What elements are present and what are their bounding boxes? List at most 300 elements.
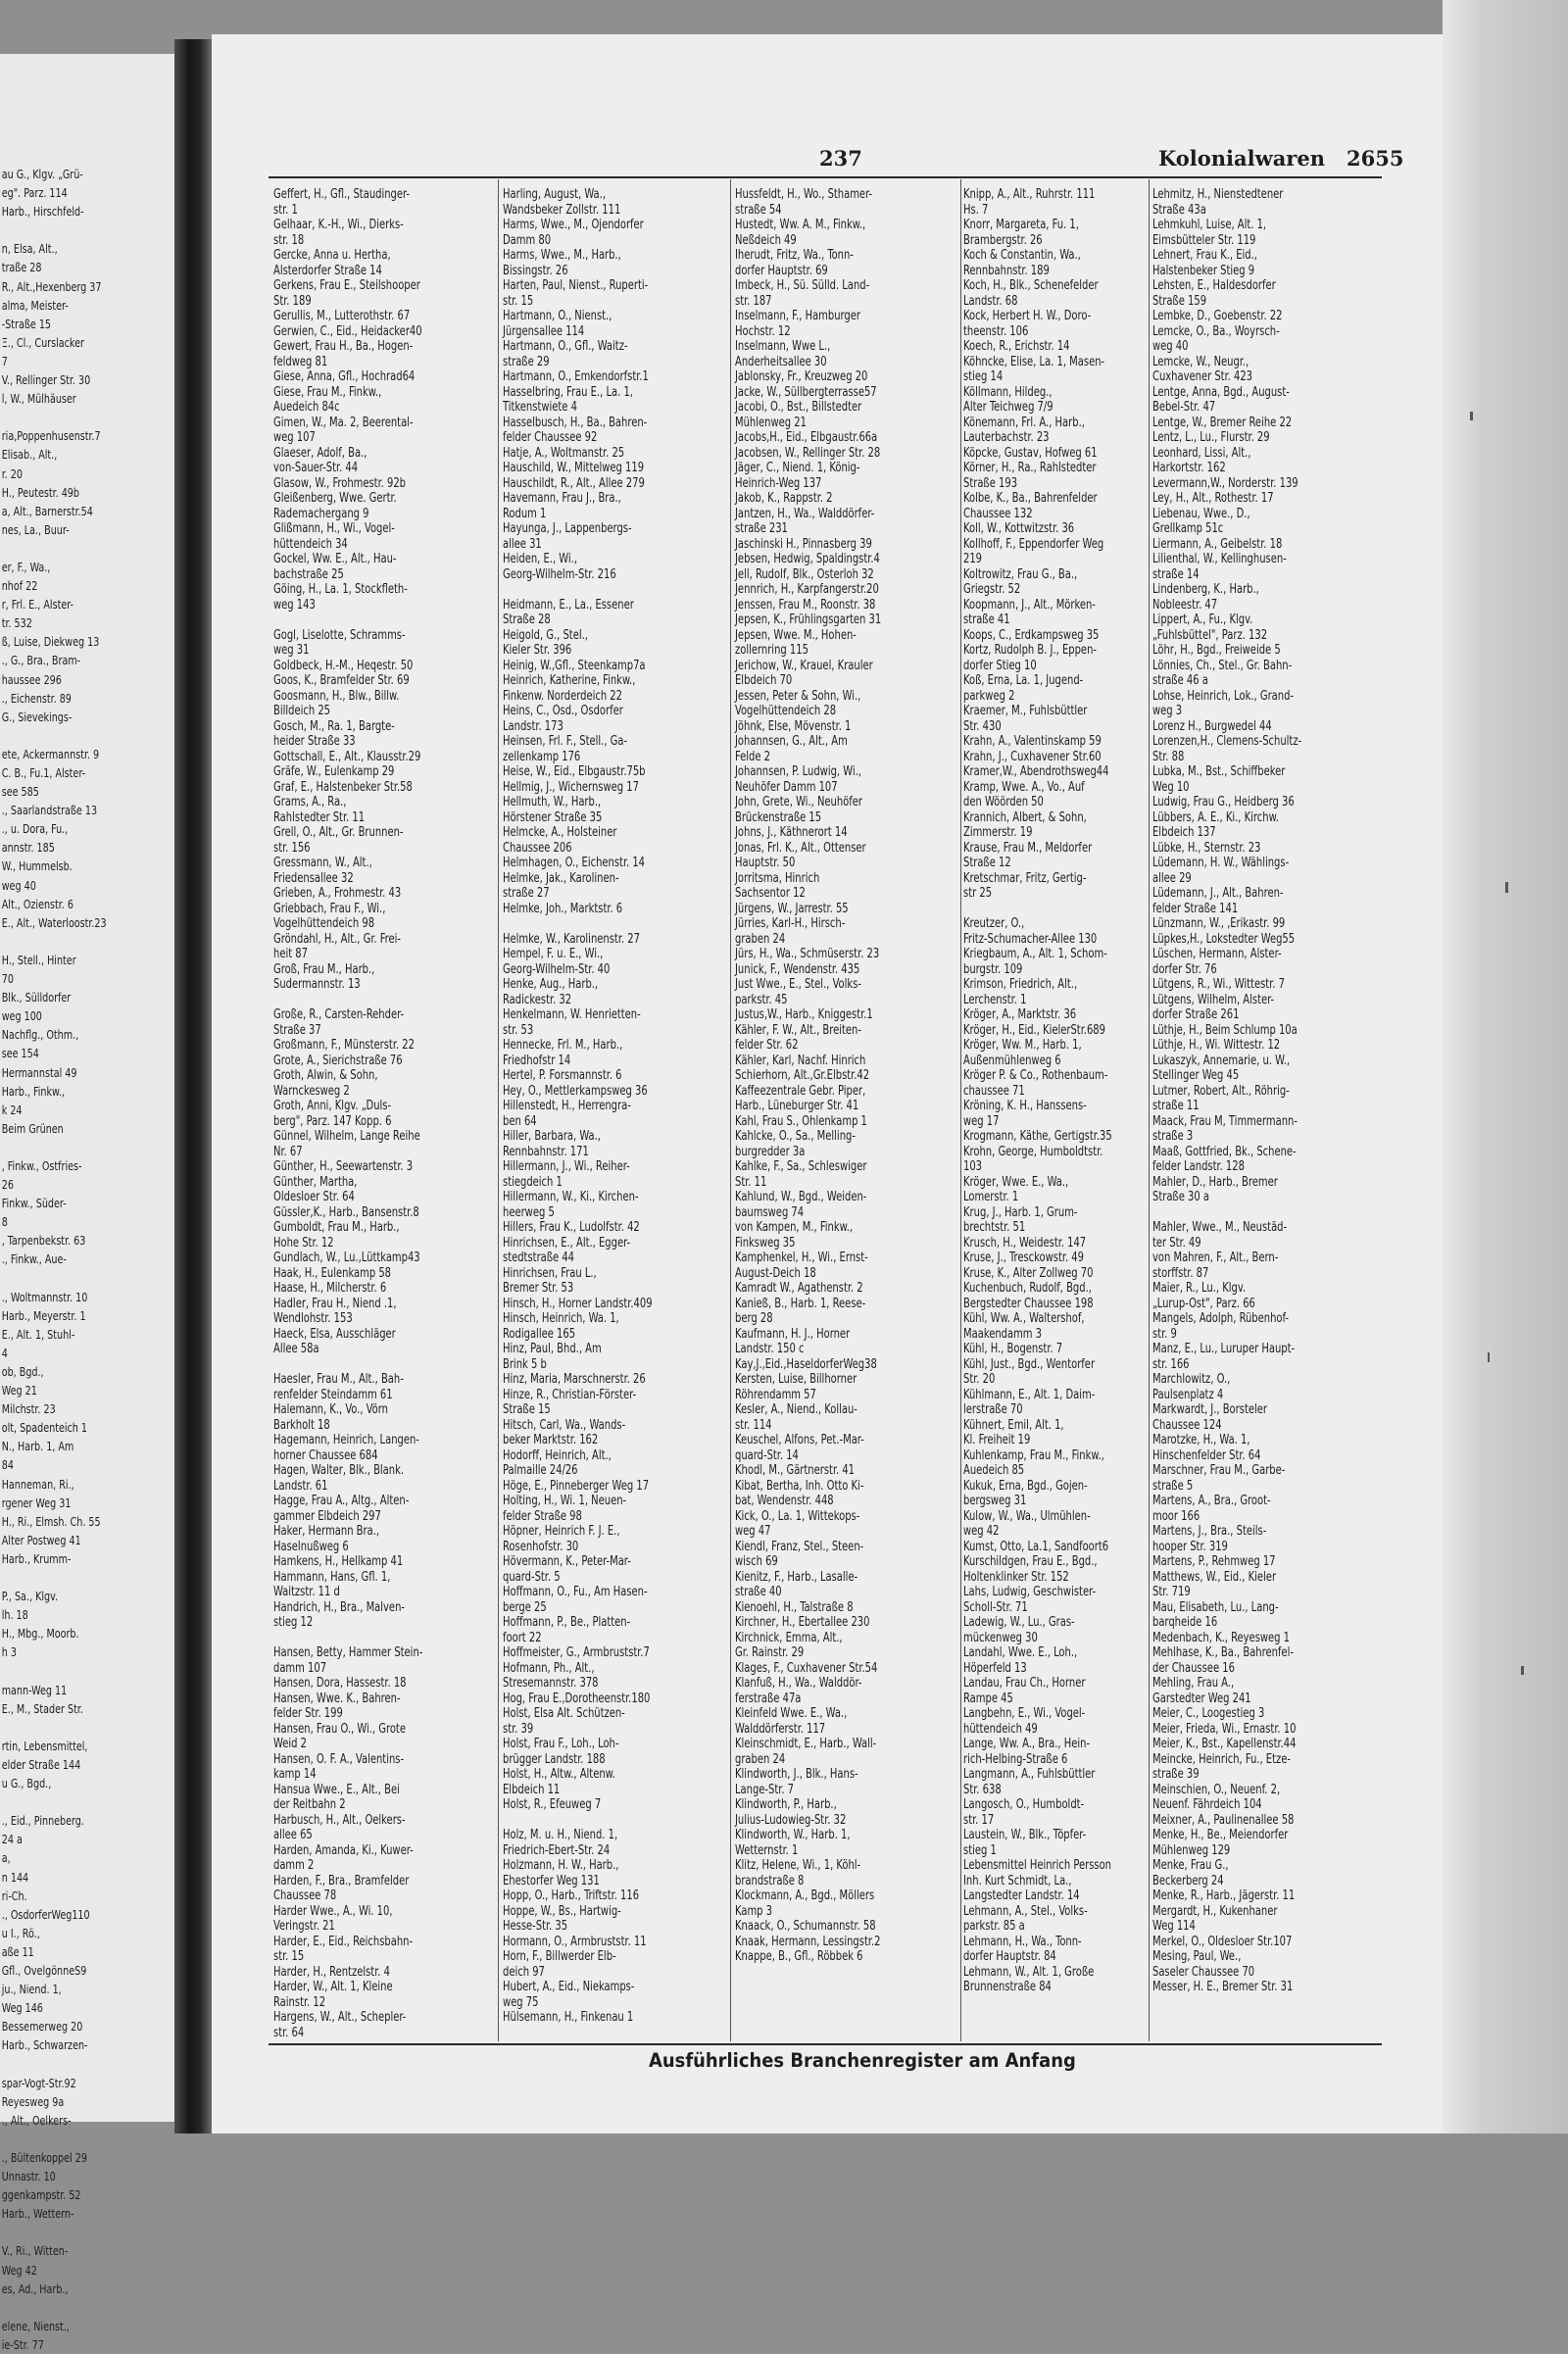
directory-entry-line: Chaussee 124 (1152, 1417, 1222, 1433)
directory-entry-line: Röhrendamm 57 (735, 1387, 816, 1402)
directory-entry-line: dorfer Stieg 10 (963, 658, 1037, 673)
left-page-line: nes, La., Buur- (1, 521, 70, 537)
directory-entry-line: Hinze, R., Christian-Förster- (503, 1387, 637, 1402)
directory-entry-line: heit 87 (273, 947, 308, 961)
directory-entry-line: Geffert, H., Gfl., Staudinger- (273, 187, 410, 202)
directory-entry-line: Liebenau, Wwe., D., (1152, 506, 1250, 521)
directory-entry-line: moor 166 (1152, 1508, 1200, 1524)
directory-entry-line: mückenweg 30 (963, 1630, 1038, 1645)
left-page-line: ri-Ch. (1, 1888, 27, 1903)
directory-entry-line: Groth, Anni, Klgv. „Duls- (273, 1099, 392, 1113)
directory-entry-line: Große, R., Carsten-Rehder- (273, 1007, 405, 1022)
left-page-line: Reyesweg 9a (1, 2093, 65, 2109)
directory-entry-line: Harb., Lüneburger Str. 41 (735, 1099, 859, 1113)
directory-entry-line: Lehmkuhl, Luise, Alt. 1, (1152, 218, 1267, 232)
directory-entry-line: Jacobi, O., Bst., Billstedter (735, 400, 862, 415)
directory-entry-line: Straße 15 (503, 1402, 551, 1417)
directory-entry-line: Vogelhüttendeich 98 (273, 916, 375, 931)
directory-entry-line: Oldesloer Str. 64 (273, 1190, 355, 1204)
directory-entry-line: Hasselbusch, H., Ba., Bahren- (503, 415, 648, 430)
directory-entry-line: Jürgensallee 114 (503, 323, 585, 339)
directory-entry-line: Klanfuß, H., Wa., Walddör- (735, 1676, 862, 1691)
directory-entry-line: Lütgens, R., Wi., Wittestr. 7 (1152, 977, 1285, 992)
directory-entry-line: Kukuk, Erna, Bgd., Gojen- (963, 1478, 1088, 1494)
directory-entry-line: Kahlund, W., Bgd., Weiden- (735, 1190, 867, 1204)
directory-entry-line: Harbusch, H., Alt., Oelkers- (273, 1812, 406, 1828)
directory-entry-line: graben 24 (735, 931, 786, 947)
directory-entry-line: Weg 114 (1152, 1919, 1196, 1934)
left-page-line: 24 a (1, 1832, 23, 1847)
directory-column-5 (1152, 187, 1378, 2044)
left-page-line: ß, Luise, Diekweg 13 (1, 634, 100, 650)
directory-entry-line: brechtstr. 51 (963, 1220, 1026, 1235)
scan-speck (1488, 1352, 1490, 1362)
directory-entry-line: weg 31 (273, 643, 310, 658)
directory-entry-line: Gundlach, W., Lu.,Lüttkamp43 (273, 1251, 420, 1265)
directory-entry-line: Landstr. 150 c (735, 1342, 805, 1356)
directory-entry-line: str. 15 (273, 1949, 305, 1964)
directory-entry-line: Straße 30 a (1152, 1190, 1209, 1204)
directory-entry-line: Hillenstedt, H., Herrengra- (503, 1099, 631, 1113)
directory-entry-line: Lembke, D., Goebenstr. 22 (1152, 309, 1283, 323)
directory-entry-line: Grote, A., Sierichstraße 76 (273, 1053, 403, 1068)
directory-entry-line: Titkenstwiete 4 (503, 400, 577, 415)
left-page-line: ., G., Bra., Bram- (1, 653, 81, 668)
directory-entry-line: str. 156 (273, 840, 311, 856)
directory-entry-line: der Reitbahn 2 (273, 1797, 346, 1812)
directory-entry-line: Gelhaar, K.-H., Wi., Dierks- (273, 218, 404, 232)
directory-entry-line: Langosch, O., Humboldt- (963, 1797, 1085, 1812)
directory-entry-line: Saseler Chaussee 70 (1152, 1964, 1255, 1980)
left-page-line: -Straße 15 (1, 316, 52, 331)
directory-entry-line: Neuhöfer Damm 107 (735, 779, 838, 795)
directory-entry-line: Sudermannstr. 13 (273, 977, 361, 992)
directory-entry-line: Lomerstr. 1 (963, 1190, 1019, 1204)
directory-entry-line: Hoffmann, P., Be., Platten- (503, 1615, 631, 1630)
directory-entry-line: weg 143 (273, 597, 316, 613)
directory-entry-line: Kesler, A., Niend., Kollau- (735, 1402, 858, 1417)
directory-entry-line: Köpcke, Gustav, Hofweg 61 (963, 445, 1098, 461)
page-edge-shadow (1443, 0, 1568, 2133)
directory-entry-line: Jebsen, Hedwig, Spaldingstr.4 (735, 552, 880, 566)
directory-entry-line: von Mahren, F., Alt., Bern- (1152, 1251, 1279, 1265)
left-page-line: 8 (1, 1214, 8, 1230)
left-page-line: weg 100 (1, 1008, 42, 1024)
directory-entry-line: weg 75 (503, 1994, 539, 2010)
left-page-line (0, 2223, 150, 2241)
directory-entry-line: Holst, Elsa Alt. Schützen- (503, 1706, 625, 1721)
directory-entry-line: weg 17 (963, 1113, 1000, 1129)
directory-entry-line: Krahn, A., Valentinskamp 59 (963, 734, 1102, 749)
directory-entry-line: Brückenstraße 15 (735, 809, 822, 825)
directory-entry-line: Neuenf. Fährdeich 104 (1152, 1797, 1262, 1812)
directory-entry-line: straße 40 (735, 1585, 782, 1599)
directory-entry-line: Straße 28 (503, 613, 551, 627)
directory-entry-line: hüttendeich 49 (963, 1721, 1038, 1737)
directory-entry-line (503, 916, 692, 932)
directory-entry-line: Lentz, L., Lu., Flurstr. 29 (1152, 430, 1270, 445)
left-page-line (0, 1792, 150, 1811)
left-page-line: ria,Poppenhusenstr.7 (1, 428, 101, 444)
left-page-line: Alter Postweg 41 (1, 1532, 81, 1547)
directory-entry-line: Krimson, Friedrich, Alt., (963, 977, 1078, 992)
directory-entry-line: Elbdeich 70 (735, 673, 793, 688)
directory-entry-line: Kröger, Wwe. E., Wa., (963, 1174, 1069, 1190)
directory-entry-line: brügger Landstr. 188 (503, 1751, 606, 1767)
directory-entry-line: stieg 14 (963, 369, 1004, 384)
directory-entry-line: Waitzstr. 11 d (273, 1585, 340, 1599)
left-page-line: au G., Klgv. „Grü- (1, 167, 83, 181)
directory-entry-line: Liermann, A., Geibelstr. 18 (1152, 536, 1283, 552)
directory-entry-line: 103 (963, 1159, 983, 1174)
left-page-line: ., Woltmannstr. 10 (1, 1289, 88, 1304)
directory-entry-line: Lohse, Heinrich, Lok., Grand- (1152, 688, 1295, 704)
directory-entry-line: dorfer Straße 261 (1152, 1007, 1240, 1022)
left-page-line: Finkw., Süder- (1, 1196, 67, 1211)
directory-entry-line: Landahl, Wwe. E., Loh., (963, 1645, 1078, 1660)
left-page-line: Gfl., OvelgönneS9 (1, 1963, 87, 1978)
directory-entry-line: Gräfe, W., Eulenkamp 29 (273, 764, 395, 779)
directory-entry-line: Rainstr. 12 (273, 1994, 326, 2010)
directory-entry-line: Körner, H., Ra., Rahlstedter (963, 461, 1097, 475)
directory-entry-line: Meixner, A., Paulinenallee 58 (1152, 1812, 1295, 1828)
left-page-line: ju., Niend. 1, (1, 1982, 62, 1997)
directory-entry-line: Göing, H., La. 1, Stockfleth- (273, 582, 408, 597)
directory-entry-line: Mehling, Frau A., (1152, 1676, 1235, 1691)
directory-entry-line: Hinz, Maria, Marschnerstr. 26 (503, 1372, 646, 1387)
directory-entry-line: Rahlstedter Str. 11 (273, 809, 366, 825)
directory-entry-line: dorfer Str. 76 (1152, 961, 1217, 977)
directory-entry-line: Groth, Alwin, & Sohn, (273, 1068, 378, 1083)
left-page-line: ., Finkw., Aue- (1, 1251, 67, 1267)
directory-entry-line: Mehlhase, K., Ba., Bahrenfel- (1152, 1645, 1294, 1660)
directory-entry-line: Lerchenstr. 1 (963, 992, 1027, 1007)
left-page-line (0, 1269, 150, 1288)
directory-entry-line: Hinz, Paul, Bhd., Am (503, 1342, 602, 1356)
left-page-line: u G., Bgd., (1, 1776, 52, 1791)
directory-entry-line: Kramp, Wwe. A., Vo., Auf (963, 779, 1085, 795)
directory-entry-line: Ludwig, Frau G., Heidberg 36 (1152, 795, 1295, 809)
directory-entry-line: theenstr. 106 (963, 323, 1029, 339)
directory-entry-line: Straße 43a (1152, 202, 1206, 218)
directory-entry-line: Handrich, H., Bra., Malven- (273, 1599, 405, 1615)
left-page-line (0, 408, 150, 426)
directory-entry-line: Gerullis, M., Lutterothstr. 67 (273, 309, 411, 323)
directory-entry-line (273, 1631, 463, 1646)
directory-entry-line: Radickestr. 32 (503, 992, 572, 1007)
directory-entry-line: Hinschenfelder Str. 64 (1152, 1447, 1261, 1463)
directory-entry-line: Hövermann, K., Peter-Mar- (503, 1554, 631, 1569)
directory-entry-line: Vogelhüttendeich 28 (735, 704, 837, 718)
directory-entry-line: Maaß, Gottfried, Bk., Schene- (1152, 1144, 1297, 1159)
directory-entry-line: Hennecke, Frl. M., Harb., (503, 1038, 623, 1053)
directory-entry-line: Bremer Str. 53 (503, 1281, 574, 1296)
left-page-line: haussee 296 (1, 671, 62, 687)
directory-entry-line: Haak, H., Eulenkamp 58 (273, 1265, 392, 1281)
directory-entry-line: Hormann, O., Armbruststr. 11 (503, 1934, 647, 1949)
directory-entry-line: Str. 11 (735, 1174, 767, 1190)
directory-entry-line: Rampe 45 (963, 1691, 1013, 1706)
left-page-line: H., Peutestr. 49b (1, 484, 80, 500)
directory-entry-line: Hartmann, O., Nienst., (503, 309, 612, 323)
directory-entry-line: Fritz-Schumacher-Allee 130 (963, 931, 1098, 947)
directory-entry-line: Hayunga, J., Lappenbergs- (503, 521, 632, 536)
directory-entry-line (273, 993, 463, 1008)
directory-entry-line: Straße 159 (1152, 293, 1207, 309)
directory-entry-line: Nobleestr. 47 (1152, 597, 1218, 613)
directory-entry-line: Stresemannstr. 378 (503, 1676, 599, 1691)
directory-entry-line: Lindenberg, K., Harb., (1152, 582, 1259, 597)
left-page-line: rgener Weg 31 (1, 1495, 72, 1510)
directory-entry-line: Gleißenberg, Wwe. Gertr. (273, 491, 397, 506)
directory-entry-line: Lebensmittel Heinrich Persson (963, 1858, 1112, 1873)
directory-entry-line: Hubert, A., Eid., Niekamps- (503, 1980, 635, 1994)
directory-entry-line: Kamp 3 (735, 1903, 772, 1919)
directory-entry-line (273, 1357, 463, 1373)
directory-entry-line: Lüdemann, J., Alt., Bahren- (1152, 886, 1284, 901)
directory-entry-line: Lilienthal, W., Kellinghusen- (1152, 552, 1287, 566)
directory-column-2 (503, 187, 728, 2044)
directory-entry-line: Jessen, Peter & Sohn, Wi., (735, 688, 861, 704)
left-page-line: a, (1, 1850, 11, 1866)
directory-entry-line: burgredder 3a (735, 1144, 806, 1159)
directory-entry-line: Kleinschmidt, E., Harb., Wall- (735, 1737, 877, 1751)
directory-entry-line: Lübke, H., Sternstr. 23 (1152, 840, 1261, 856)
directory-entry-line: Hansen, Dora, Hassestr. 18 (273, 1676, 407, 1691)
left-page-line: mann-Weg 11 (1, 1682, 68, 1697)
left-page-line (0, 726, 150, 745)
directory-entry-line: Jenssen, Frau M., Roonstr. 38 (735, 597, 876, 613)
directory-entry-line: Lentge, W., Bremer Reihe 22 (1152, 415, 1293, 430)
directory-entry-line: str. 64 (273, 2025, 305, 2040)
directory-entry-line: Klitz, Helene, Wi., 1, Köhl- (735, 1858, 861, 1873)
section-number: 2655 (1347, 146, 1404, 171)
directory-entry-line: Julius-Ludowieg-Str. 32 (735, 1812, 847, 1828)
directory-entry-line: Heinsen, Frl. F., Stell., Ga- (503, 734, 628, 749)
directory-entry-line: Krusch, H., Weidestr. 147 (963, 1235, 1087, 1251)
directory-entry-line: Brink 5 b (503, 1356, 547, 1372)
directory-entry-line: Lange, Ww. A., Bra., Hein- (963, 1737, 1091, 1751)
left-page-line: 26 (1, 1177, 14, 1193)
directory-entry-line: Harling, August, Wa., (503, 187, 606, 202)
directory-entry-line: Medenbach, K., Reyesweg 1 (1152, 1630, 1291, 1645)
directory-entry-line: Glißmann, H., Wi., Vogel- (273, 521, 395, 536)
directory-entry-line: Henkelmann, W. Henrietten- (503, 1007, 641, 1022)
directory-entry-line: Kumst, Otto, La.1, Sandfoort6 (963, 1539, 1109, 1554)
directory-entry-line: Weid 2 (273, 1737, 307, 1751)
directory-entry-line: von Kampen, M., Finkw., (735, 1220, 854, 1235)
directory-entry-line: damm 2 (273, 1858, 315, 1873)
directory-entry-line: Str. 719 (1152, 1585, 1191, 1599)
directory-entry-line: Jepsen, K., Frühlingsgarten 31 (735, 613, 882, 627)
directory-entry-line: Hansen, Betty, Hammer Stein- (273, 1645, 423, 1660)
left-page-line: ., Alt., Oelkers- (1, 2112, 72, 2128)
directory-entry-line: Goos, K., Bramfelder Str. 69 (273, 673, 410, 688)
left-page-line (0, 2298, 150, 2317)
directory-entry-line: Koops, C., Erdkampsweg 35 (963, 627, 1100, 643)
directory-entry-line: Glaeser, Adolf, Ba., (273, 445, 368, 461)
directory-entry-line: straße 11 (1152, 1099, 1200, 1113)
directory-entry-line: Kramer,W., Abendrothsweg44 (963, 764, 1109, 779)
directory-entry-line: Georg-Wilhelm-Str. 40 (503, 961, 611, 977)
directory-entry-line: Giese, Frau M., Finkw., (273, 384, 382, 400)
directory-entry-line: straße 46 a (1152, 673, 1208, 688)
directory-entry-line: Jablonsky, Fr., Kreuzweg 20 (735, 369, 868, 384)
directory-entry-line: heider Straße 33 (273, 734, 356, 749)
left-page-line: ., Bültenkoppel 29 (1, 2149, 87, 2165)
directory-entry-line: Brunnenstraße 84 (963, 1980, 1052, 1994)
directory-entry-line: Hellmig, J., Wichernsweg 17 (503, 779, 639, 795)
directory-entry-line: Kuhlenkamp, Frau M., Finkw., (963, 1447, 1104, 1463)
directory-entry-line: Haesler, Frau M., Alt., Bah- (273, 1372, 404, 1387)
directory-entry-line: Stellinger Weg 45 (1152, 1068, 1240, 1083)
directory-entry-line: Harden, F., Bra., Bramfelder (273, 1873, 410, 1888)
directory-entry-line: weg 42 (963, 1524, 1000, 1539)
directory-entry-line: Auedeich 84c (273, 400, 340, 415)
left-page-line: ie-Str. 77 (1, 2336, 44, 2352)
left-page-line: spar-Vogt-Str.92 (1, 2075, 76, 2090)
left-page-line: Harb., Schwarzen- (1, 2037, 88, 2053)
directory-entry-line: berge 25 (503, 1599, 547, 1615)
directory-entry-line: Glasow, W., Frohmestr. 92b (273, 475, 406, 491)
left-page-line: tr. 532 (1, 615, 32, 631)
left-page-line: elene, Nienst., (1, 2318, 70, 2333)
directory-entry-line: Helmcke, A., Holsteiner (503, 825, 617, 840)
directory-entry-line: Hochstr. 12 (735, 323, 791, 339)
directory-entry-line: Neßdeich 49 (735, 232, 797, 248)
directory-entry-line: hüttendeich 34 (273, 536, 348, 552)
directory-entry-line: Hinsch, H., Horner Landstr.409 (503, 1296, 653, 1311)
left-page-line: R., Alt.,Hexenberg 37 (1, 278, 102, 294)
left-page-line: lh. 18 (1, 1607, 28, 1623)
directory-entry-line: Kruse, K., Alter Zollweg 70 (963, 1265, 1094, 1281)
left-page-line: C. B., Fu.1, Alster- (1, 765, 86, 780)
directory-entry-line: ter Str. 49 (1152, 1235, 1201, 1251)
directory-entry-line: Lentge, Anna, Bgd., August- (1152, 384, 1290, 400)
directory-entry-line: rich-Helbing-Straße 6 (963, 1751, 1068, 1767)
directory-entry-line: Kiendl, Franz, Stel., Steen- (735, 1539, 864, 1554)
directory-entry-line: Garstedter Weg 241 (1152, 1691, 1251, 1706)
left-page-line: u I., Rö., (1, 1925, 40, 1940)
directory-column-1 (273, 187, 499, 2044)
directory-entry-line: Lehmann, A., Stel., Volks- (963, 1903, 1088, 1919)
directory-entry-line: Kruse, J., Tresckowstr. 49 (963, 1251, 1084, 1265)
directory-entry-line: Ehestorfer Weg 131 (503, 1873, 600, 1888)
left-page-line: V., Rellinger Str. 30 (1, 372, 91, 388)
left-page-line: ., Eid., Pinneberg. (1, 1813, 84, 1829)
directory-entry-line: Harden, Amanda, Ki., Kuwer- (273, 1842, 414, 1858)
directory-entry-line: Hoffmeister, G., Armbruststr.7 (503, 1645, 650, 1660)
directory-entry-line: Höpner, Heinrich F. J. E., (503, 1524, 620, 1539)
directory-entry-line: quard-Str. 14 (735, 1447, 799, 1463)
directory-entry-line: Lippert, A., Fu., Klgv. (1152, 613, 1253, 627)
directory-entry-line: ben 64 (503, 1113, 537, 1129)
directory-entry-line: Halstenbeker Stieg 9 (1152, 263, 1255, 278)
directory-entry-line (503, 582, 692, 598)
directory-entry-line: Gressmann, W., Alt., (273, 856, 372, 870)
directory-entry-line: Hinsch, Heinrich, Wa. 1, (503, 1311, 619, 1326)
directory-entry-line: Koech, R., Erichstr. 14 (963, 339, 1070, 354)
directory-entry-line: Gogl, Liselotte, Schramms- (273, 627, 406, 643)
directory-entry-line: Hauptstr. 50 (735, 856, 796, 870)
directory-entry-line: Landstr. 173 (503, 718, 564, 734)
directory-entry-line: Gottschall, E., Alt., Klausstr.29 (273, 749, 421, 764)
left-page-line: Ξ., Cl., Curslacker (1, 334, 84, 350)
directory-entry-line: chaussee 71 (963, 1083, 1025, 1099)
directory-entry-line: Hagemann, Heinrich, Langen- (273, 1433, 419, 1447)
directory-entry-line: Grieben, A., Frohmestr. 43 (273, 886, 402, 901)
header-rule (269, 176, 1382, 178)
directory-entry-line: Nr. 67 (273, 1144, 303, 1159)
left-page-line: 70 (1, 971, 14, 987)
directory-entry-line: Hopp, O., Harb., Triftstr. 116 (503, 1888, 640, 1903)
directory-entry-line: Kühl, H., Bogenstr. 7 (963, 1342, 1063, 1356)
directory-entry-line: Mau, Elisabeth, Lu., Lang- (1152, 1599, 1279, 1615)
directory-entry-line: Kröger, Ww. M., Harb. 1, (963, 1038, 1082, 1053)
directory-entry-line: deich 97 (503, 1964, 545, 1980)
directory-entry-line: Gröndahl, H., Alt., Gr. Frei- (273, 931, 402, 947)
directory-entry-line: Friedensallee 32 (273, 870, 354, 886)
directory-entry-line: Köllmann, Hildeg., (963, 384, 1053, 400)
directory-entry-line: Kaffeezentrale Gebr. Piper, (735, 1083, 866, 1099)
directory-entry-line: Kähler, Karl, Nachf. Hinrich (735, 1053, 866, 1068)
directory-entry-line: Straße 12 (963, 856, 1011, 870)
left-page-line: Harb., Krumm- (1, 1550, 72, 1566)
directory-entry-line: Gr. Rainstr. 29 (735, 1645, 805, 1660)
left-page-line: ete, Ackermannstr. 9 (1, 746, 100, 761)
directory-entry-line: Maakendamm 3 (963, 1326, 1043, 1342)
left-page-line: Weg 21 (1, 1383, 37, 1398)
directory-entry-line: Hülsemann, H., Finkenau 1 (503, 2010, 634, 2025)
directory-entry-line: Barkholt 18 (273, 1417, 330, 1433)
directory-entry-line: Jakob, K., Rappstr. 2 (735, 491, 833, 506)
directory-entry-line: Havemann, Frau J., Bra., (503, 491, 621, 506)
directory-entry-line: Kollhoff, F., Eppendorfer Weg (963, 536, 1104, 552)
directory-entry-line: Kamradt W., Agathenstr. 2 (735, 1281, 863, 1296)
directory-entry-line: Koß, Erna, La. 1, Jugend- (963, 673, 1084, 688)
directory-entry-line: Martens, P., Rehmweg 17 (1152, 1554, 1276, 1569)
directory-entry-line: Helmhagen, O., Eichenstr. 14 (503, 856, 646, 870)
directory-entry-line: Hustedt, Ww. A. M., Finkw., (735, 218, 866, 232)
directory-entry-line: quard-Str. 5 (503, 1569, 561, 1585)
left-page-line (0, 932, 150, 951)
directory-entry-line: Holst, R., Efeuweg 7 (503, 1797, 602, 1812)
directory-entry-line: Rodum 1 (503, 506, 547, 521)
directory-entry-line: Helmke, Jak., Karolinen- (503, 870, 619, 886)
left-page-line: Blk., Sülldorfer (1, 990, 72, 1005)
left-page-line: V., Ri., Witten- (1, 2243, 69, 2259)
directory-entry-line: Jürgens, W., Jarrestr. 55 (735, 901, 849, 916)
directory-entry-line: renfelder Steindamm 61 (273, 1387, 393, 1402)
directory-entry-line: Elbdeich 11 (503, 1782, 561, 1797)
directory-entry-line: Str. 88 (1152, 749, 1185, 764)
directory-entry-line: Holst, Frau F., Loh., Loh- (503, 1737, 619, 1751)
directory-entry-line: Kieler Str. 396 (503, 643, 572, 658)
left-page-line: E., M., Stader Str. (1, 1700, 83, 1716)
directory-entry-line: Harten, Paul, Nienst., Ruperti- (503, 278, 649, 293)
directory-entry-line: Hargens, W., Alt., Schepler- (273, 2010, 407, 2025)
left-page-line: a, Alt., Barnerstr.54 (1, 503, 93, 518)
directory-entry-line: Lehmann, H., Wa., Tonn- (963, 1934, 1082, 1949)
left-page-line (0, 539, 150, 558)
directory-entry-line: Hoppe, W., Bs., Hartwig- (503, 1903, 621, 1919)
directory-entry-line: Kurschildgen, Frau E., Bgd., (963, 1554, 1098, 1569)
directory-entry-line: Imbeck, H., Sü. Sülld. Land- (735, 278, 870, 293)
left-page-line: ggenkampstr. 52 (1, 2187, 81, 2203)
directory-entry-line: „Fuhlsbüttel", Parz. 132 (1152, 627, 1268, 643)
directory-entry-line: Hammann, Hans, Gfl. 1, (273, 1569, 391, 1585)
directory-entry-line: Hansen, Frau O., Wi., Grote (273, 1721, 406, 1737)
